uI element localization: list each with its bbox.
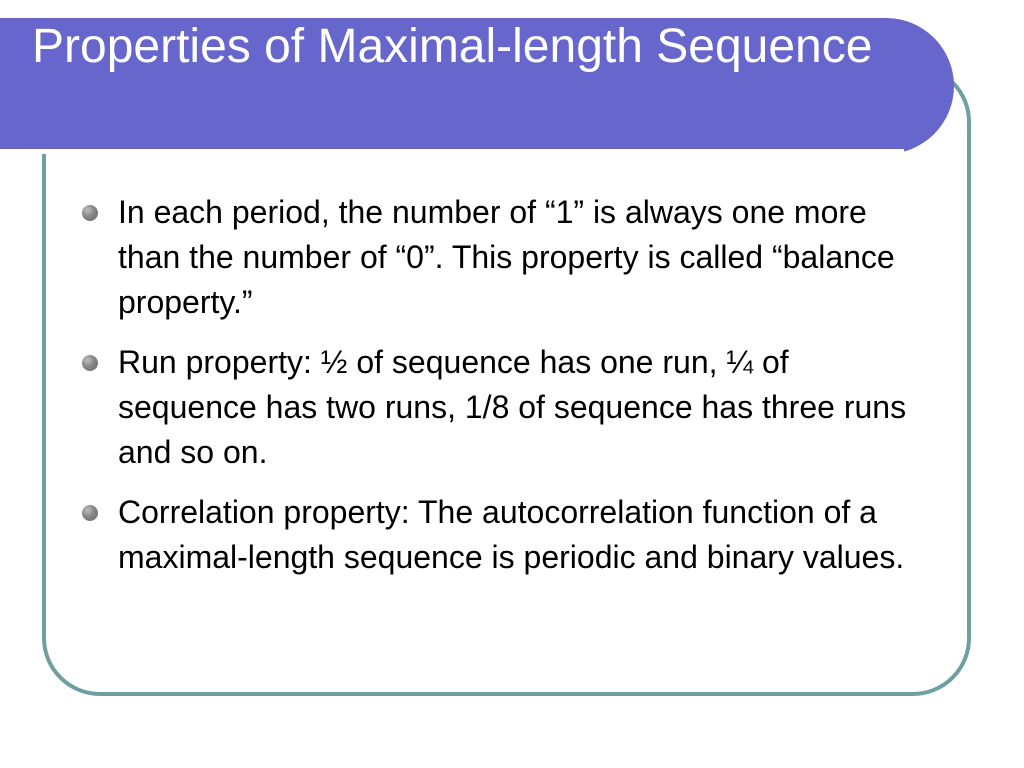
bullet-item <box>81 340 911 475</box>
bullet-text-balance-property: In each period, the number of “1” is always one more than the number of “0”. This property is called “balance property.” <box>118 194 895 320</box>
slide-title: Properties of Maximal-length Sequence <box>32 20 873 73</box>
title-underline <box>0 149 904 154</box>
bullet-dot-icon <box>82 505 98 521</box>
bullet-item <box>81 490 911 580</box>
bullet-list <box>81 190 911 580</box>
bullet-dot-icon <box>82 205 98 221</box>
bullet-text-run-property: Run property: ½ of sequence has one run, ¼ of sequence has two runs, 1/8 of sequence has three runs and so on. <box>118 344 907 470</box>
bullet-dot-icon <box>82 355 98 371</box>
bullet-item <box>81 190 911 325</box>
bullet-text-correlation-property: Correlation property: The autocorrelation function of a maximal-length sequence is periodic and binary values. <box>118 494 905 575</box>
